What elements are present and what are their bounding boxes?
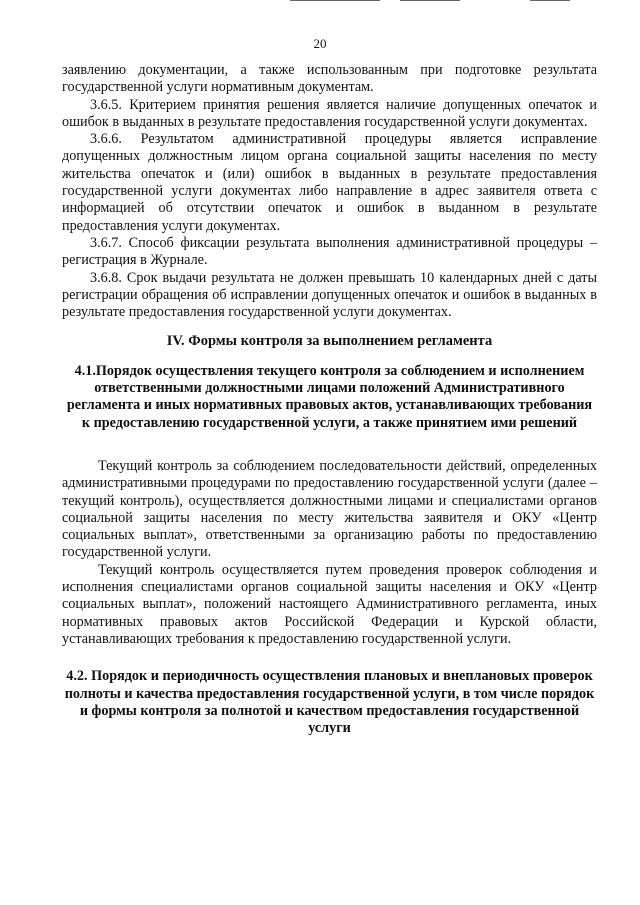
page-number: 20 bbox=[313, 36, 327, 51]
paragraph: заявлению документации, а также использованным при подготовке результата государственной услуги нормативным документам. bbox=[62, 62, 597, 96]
paragraph: Текущий контроль осуществляется путем проведения проверок соблюдения и исполнения специалистами органов социальной защиты населения и ОКУ «Центр социальных выплат», положений настоящего Административного регламента, иных нормативных правовых актов Российской Федерации и Курской области, устанавливающих требования к предоставлению государственной услуги. bbox=[62, 561, 597, 647]
paragraph: 3.6.8. Срок выдачи результата не должен превышать 10 календарных дней с даты регистрации обращения об исправлении допущенных опечаток и ошибок в выданных в результате предоставления государственной услуги документах. bbox=[62, 269, 597, 321]
paragraph: 3.6.7. Способ фиксации результата выполнения административной процедуры – регистрация в Журнале. bbox=[62, 234, 597, 269]
header-rule bbox=[290, 0, 380, 1]
subsection-heading-4-1: 4.1.Порядок осуществления текущего контроля за соблюдением и исполнением ответственными должностными лицами положений Административного регламента и иных нормативных правовых актов, устанавливающих требования к предоставлению государственной услуги, а также принятием ими решений bbox=[66, 362, 593, 431]
paragraph: 3.6.5. Критерием принятия решения является наличие допущенных опечаток и ошибок в выданных в результате предоставления государственной услуги документах. bbox=[62, 96, 597, 130]
subsection-heading-4-2: 4.2. Порядок и периодичность осуществления плановых и внеплановых проверок полноты и качества предоставления государственной услуги, в том числе порядок и формы контроля за полнотой и качеством предоставления государственной услуги bbox=[64, 668, 595, 737]
header-rule bbox=[530, 0, 570, 1]
header-rule bbox=[400, 0, 460, 1]
paragraph: 3.6.6. Результатом административной процедуры является исправление допущенных должностным лицом органа социальной защиты населения по месту жительства опечаток и (или) ошибок в выданных в результате предоставления государственной услуги документах либо направление в адрес заявителя ответа с информацией об отсутствии опечаток и ошибок в выданном в результате предоставления услуги документах. bbox=[62, 131, 597, 234]
section-heading: IV. Формы контроля за выполнением регламента bbox=[166, 333, 493, 350]
document-page bbox=[62, 62, 597, 737]
paragraph: Текущий контроль за соблюдением последовательности действий, определенных административными процедурами по предоставлению государственной услуги (далее – текущий контроль), осуществляется должностными лицами и специалистами органов социальной защиты населения по месту жительства заявителя и ОКУ «Центр социальных выплат», ответственными за организацию работы по предоставлению государственной услуги. bbox=[62, 457, 597, 561]
